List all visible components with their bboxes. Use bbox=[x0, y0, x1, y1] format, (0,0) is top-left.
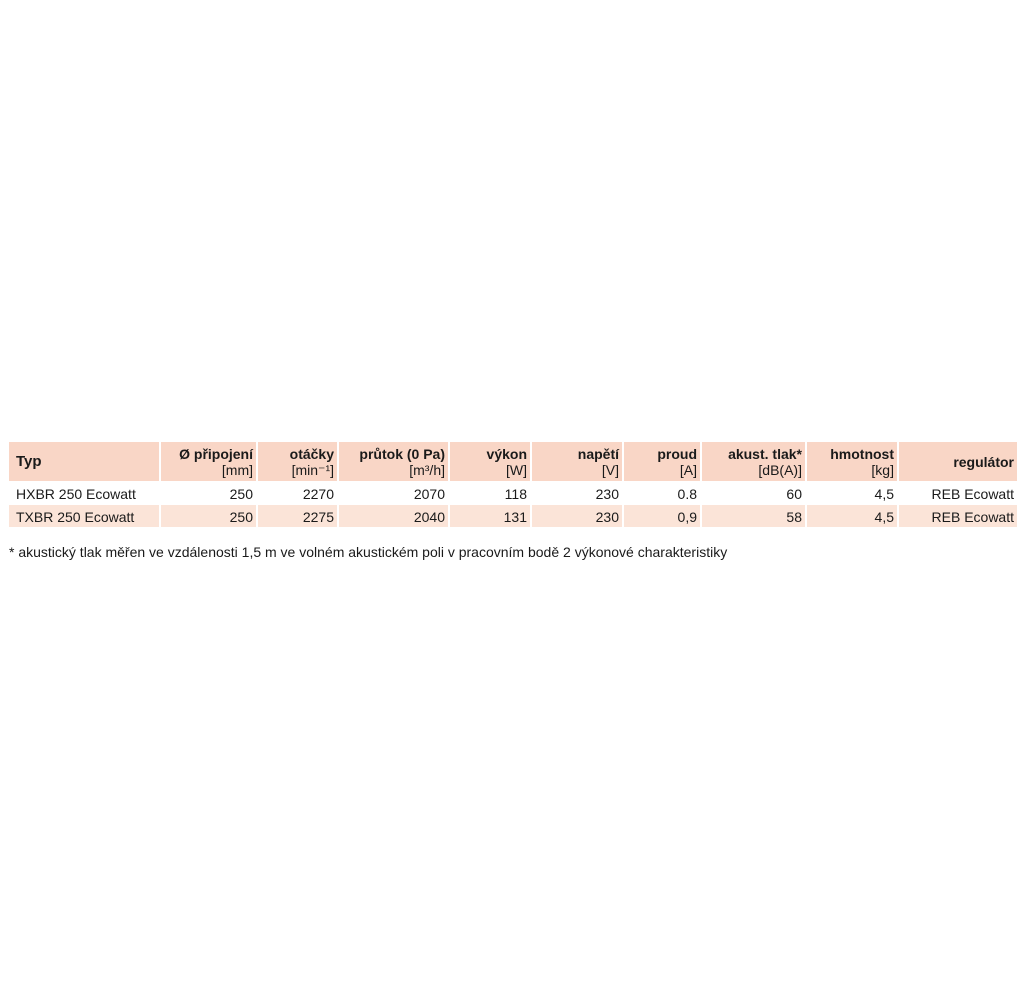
header-vykon: výkon [W] bbox=[450, 442, 530, 481]
header-akust-tlak: akust. tlak* [dB(A)] bbox=[702, 442, 805, 481]
table-cell: 2275 bbox=[258, 505, 337, 527]
table-cell: 131 bbox=[450, 505, 530, 527]
footnote: * akustický tlak měřen ve vzdálenosti 1,5 m ve volném akustickém poli v pracovním bodě 2 výkonové charakteristiky bbox=[9, 544, 728, 560]
table-cell: REB Ecowatt bbox=[899, 482, 1017, 504]
table-cell: 4,5 bbox=[807, 505, 897, 527]
table-cell: 2040 bbox=[339, 505, 448, 527]
table-cell: 60 bbox=[702, 482, 805, 504]
table-cell: 230 bbox=[532, 482, 622, 504]
table-cell: 2270 bbox=[258, 482, 337, 504]
spec-table-container bbox=[9, 441, 1014, 528]
header-otacky: otáčky [min⁻¹] bbox=[258, 442, 337, 481]
table-cell: 0.8 bbox=[624, 482, 700, 504]
header-typ: Typ bbox=[9, 442, 159, 481]
table-cell: 0,9 bbox=[624, 505, 700, 527]
table-header-row bbox=[9, 442, 1017, 481]
table-cell: 58 bbox=[702, 505, 805, 527]
header-pripojeni: Ø připojení [mm] bbox=[161, 442, 256, 481]
table-cell: TXBR 250 Ecowatt bbox=[9, 505, 159, 527]
table-cell: 118 bbox=[450, 482, 530, 504]
table-cell: 230 bbox=[532, 505, 622, 527]
header-prutok: průtok (0 Pa) [m³/h] bbox=[339, 442, 448, 481]
header-hmotnost: hmotnost [kg] bbox=[807, 442, 897, 481]
table-row bbox=[9, 505, 1017, 527]
header-napeti: napětí [V] bbox=[532, 442, 622, 481]
table-cell: 2070 bbox=[339, 482, 448, 504]
header-regulator: regulátor bbox=[899, 442, 1017, 481]
table-cell: HXBR 250 Ecowatt bbox=[9, 482, 159, 504]
table-cell: 4,5 bbox=[807, 482, 897, 504]
table-cell: 250 bbox=[161, 482, 256, 504]
table-cell: 250 bbox=[161, 505, 256, 527]
table-row bbox=[9, 482, 1017, 504]
table-cell: REB Ecowatt bbox=[899, 505, 1017, 527]
header-proud: proud [A] bbox=[624, 442, 700, 481]
spec-table bbox=[7, 441, 1019, 528]
